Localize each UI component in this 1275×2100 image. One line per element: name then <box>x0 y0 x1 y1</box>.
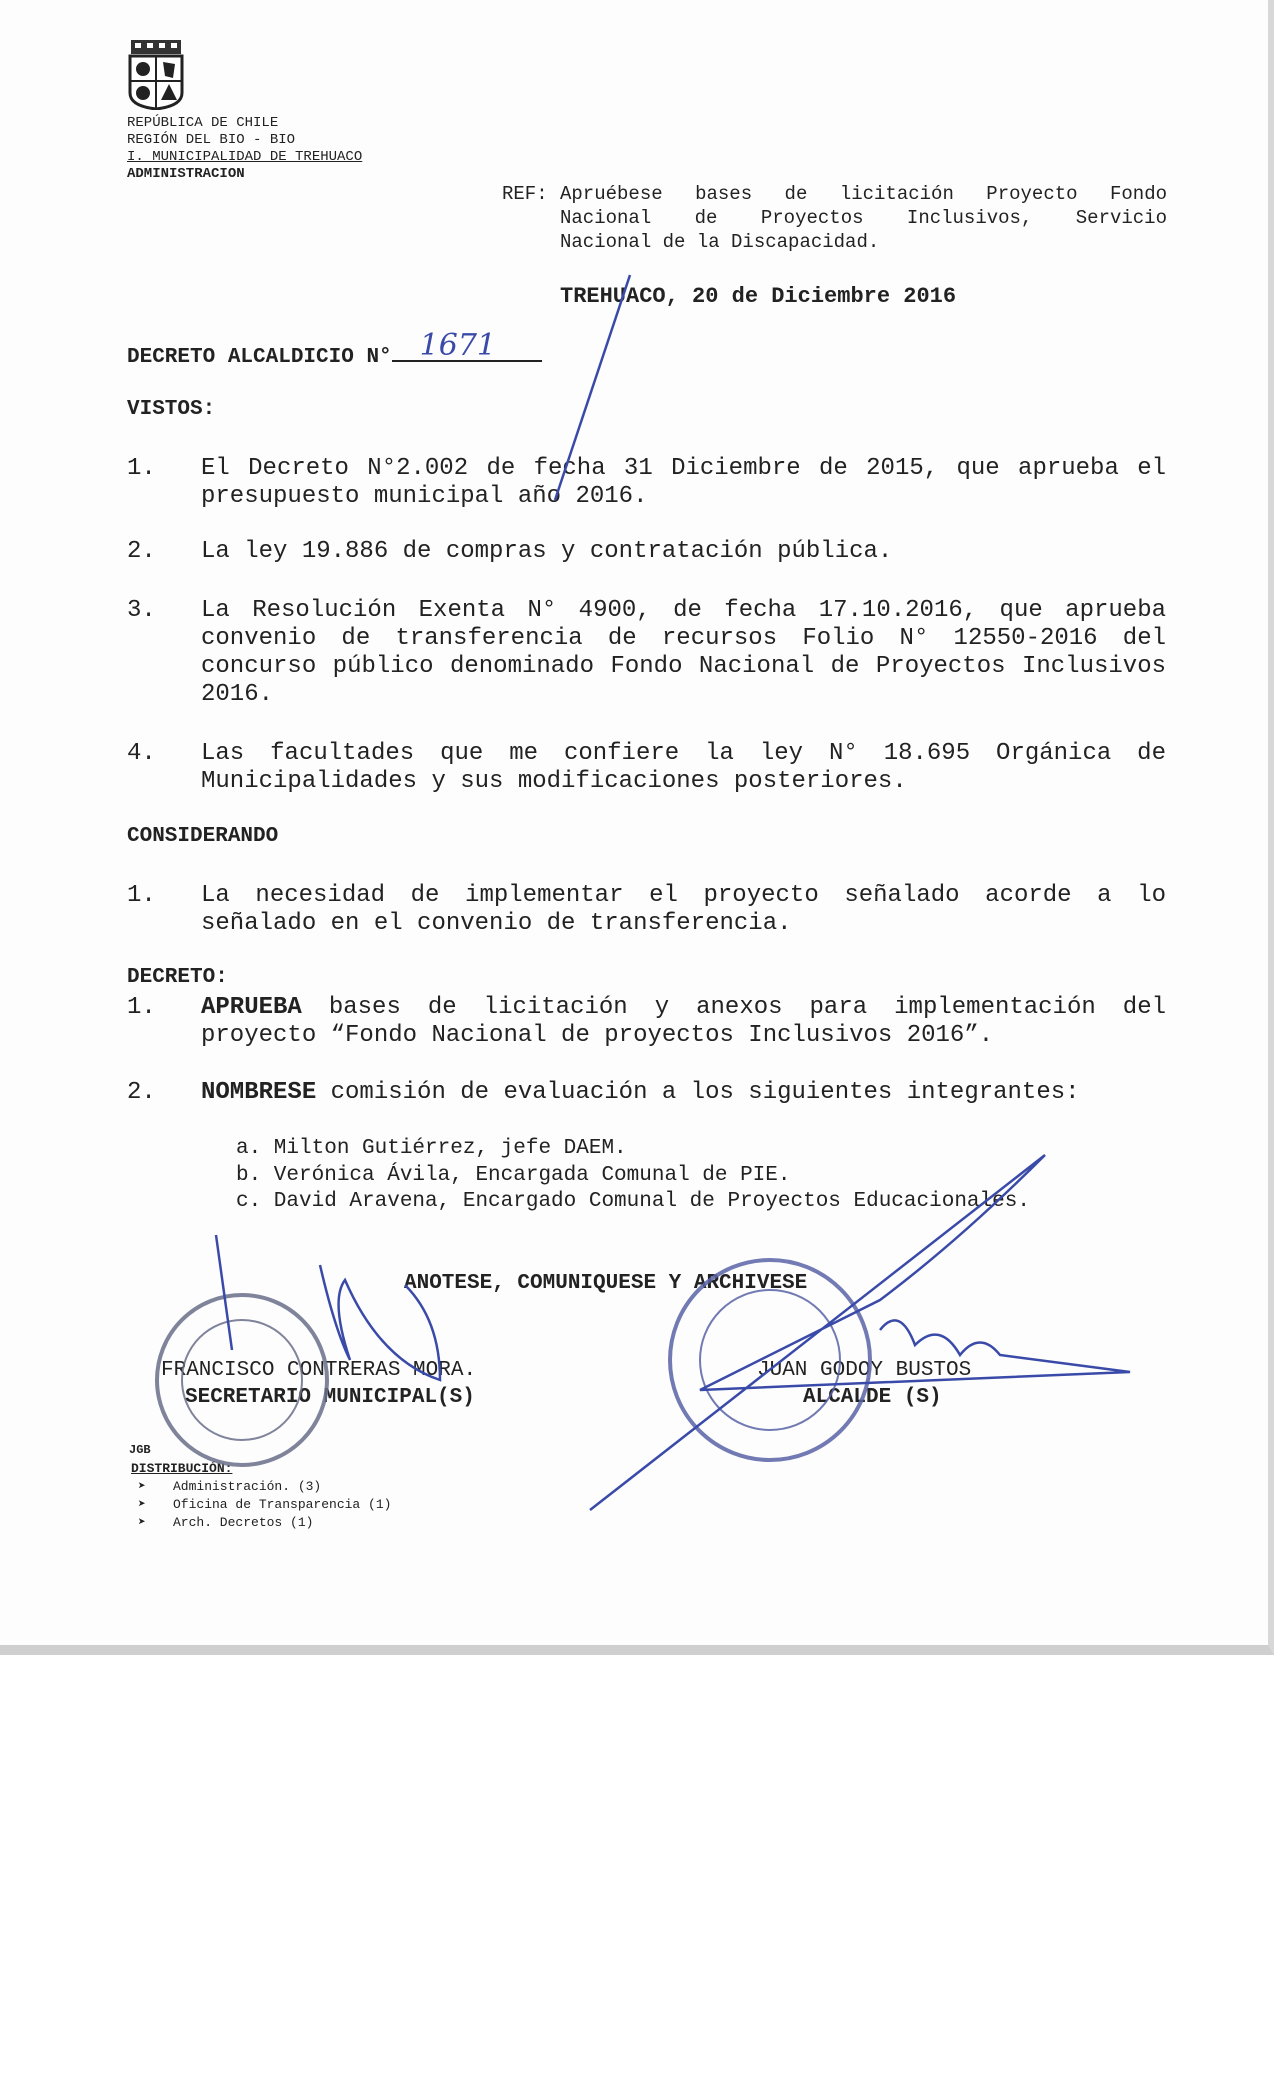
member: a. Milton Gutiérrez, jefe DAEM. <box>236 1137 627 1160</box>
vistos-item: El Decreto N°2.002 de fecha 31 Diciembre de 2015, que aprueba el presupuesto municipal año 2016. <box>201 455 1166 510</box>
right-signer-role: ALCALDE (S) <box>803 1386 942 1409</box>
decreto-item <box>201 994 1166 1050</box>
initials: JGB <box>129 1443 151 1457</box>
vistos-heading: VISTOS: <box>127 398 216 421</box>
decreto-verb: NOMBRESE <box>201 1079 317 1106</box>
considerando-item: La necesidad de implementar el proyecto señalado acorde a lo señalado en el convenio de transferencia. <box>201 882 1166 937</box>
ref-line: Nacional de la Discapacidad. <box>560 231 880 253</box>
ref-line: Apruébese bases de licitación Proyecto Fondo <box>560 183 1167 205</box>
date-line: TREHUACO, 20 de Diciembre 2016 <box>560 284 957 309</box>
decree-handwritten-number: 1671 <box>419 328 497 363</box>
coat-of-arms-logo <box>127 38 185 110</box>
decreto-text: bases de licitación y anexos para implementación del proyecto “Fondo Nacional de proyectos Inclusivos 2016”. <box>201 994 1166 1049</box>
decreto-heading: DECRETO: <box>127 966 228 989</box>
ref-label: REF: <box>502 183 548 205</box>
closing-formula: ANOTESE, COMUNIQUESE Y ARCHIVESE <box>404 1272 808 1295</box>
letterhead-municipality: I. MUNICIPALIDAD DE TREHUACO <box>127 149 363 165</box>
reference-block <box>502 182 1167 253</box>
arrow-bullet-icon: ➤ <box>138 1515 146 1530</box>
decree-number-line <box>127 328 542 369</box>
decreto-verb: APRUEBA <box>201 994 302 1021</box>
considerando-heading: CONSIDERANDO <box>127 825 279 848</box>
ref-line: Nacional de Proyectos Inclusivos, Servicio <box>560 207 1167 229</box>
distribution-item: ➤ Administración. (3) <box>138 1479 322 1494</box>
commission-members <box>236 1136 1030 1216</box>
item-number: 1. <box>127 994 156 1021</box>
distribution-title: DISTRIBUCIÓN: <box>131 1461 233 1476</box>
item-number: 1. <box>127 882 156 909</box>
member: c. David Aravena, Encargado Comunal de Proyectos Educacionales. <box>236 1190 1030 1213</box>
item-number: 3. <box>127 597 156 624</box>
decreto-text: comisión de evaluación a los siguientes integrantes: <box>316 1079 1080 1106</box>
item-number: 4. <box>127 740 156 767</box>
letterhead-department: ADMINISTRACION <box>127 166 245 182</box>
decreto-item <box>201 1079 1166 1107</box>
letterhead-country: REPÚBLICA DE CHILE <box>127 115 279 131</box>
distribution <box>131 1460 391 1532</box>
letterhead <box>127 115 362 183</box>
left-signer-role: SECRETARIO MUNICIPAL(S) <box>185 1386 475 1409</box>
left-signer-name: FRANCISCO CONTRERAS MORA. <box>161 1359 477 1382</box>
item-number: 2. <box>127 538 156 565</box>
item-number: 1. <box>127 455 156 482</box>
arrow-bullet-icon: ➤ <box>138 1497 146 1512</box>
decree-label: DECRETO ALCALDICIO N° <box>127 346 392 369</box>
distribution-item: ➤ Oficina de Transparencia (1) <box>138 1497 392 1512</box>
letterhead-region: REGIÓN DEL BIO - BIO <box>127 132 296 148</box>
arrow-bullet-icon: ➤ <box>138 1479 146 1494</box>
item-number: 2. <box>127 1079 156 1106</box>
vistos-item: La ley 19.886 de compras y contratación pública. <box>201 538 893 565</box>
member: b. Verónica Ávila, Encargada Comunal de PIE. <box>236 1163 791 1187</box>
distribution-item: ➤ Arch. Decretos (1) <box>138 1515 314 1530</box>
right-signer-name: JUAN GODOY BUSTOS <box>757 1359 972 1382</box>
vistos-item: Las facultades que me confiere la ley N° 18.695 Orgánica de Municipalidades y sus modificaciones posteriores. <box>201 740 1166 795</box>
vistos-item: La Resolución Exenta N° 4900, de fecha 17.10.2016, que aprueba convenio de transferencia de recursos Folio N° 12550-2016 del concurso público denominado Fondo Nacional de Proyectos Inclusivos 2016. <box>201 597 1166 708</box>
